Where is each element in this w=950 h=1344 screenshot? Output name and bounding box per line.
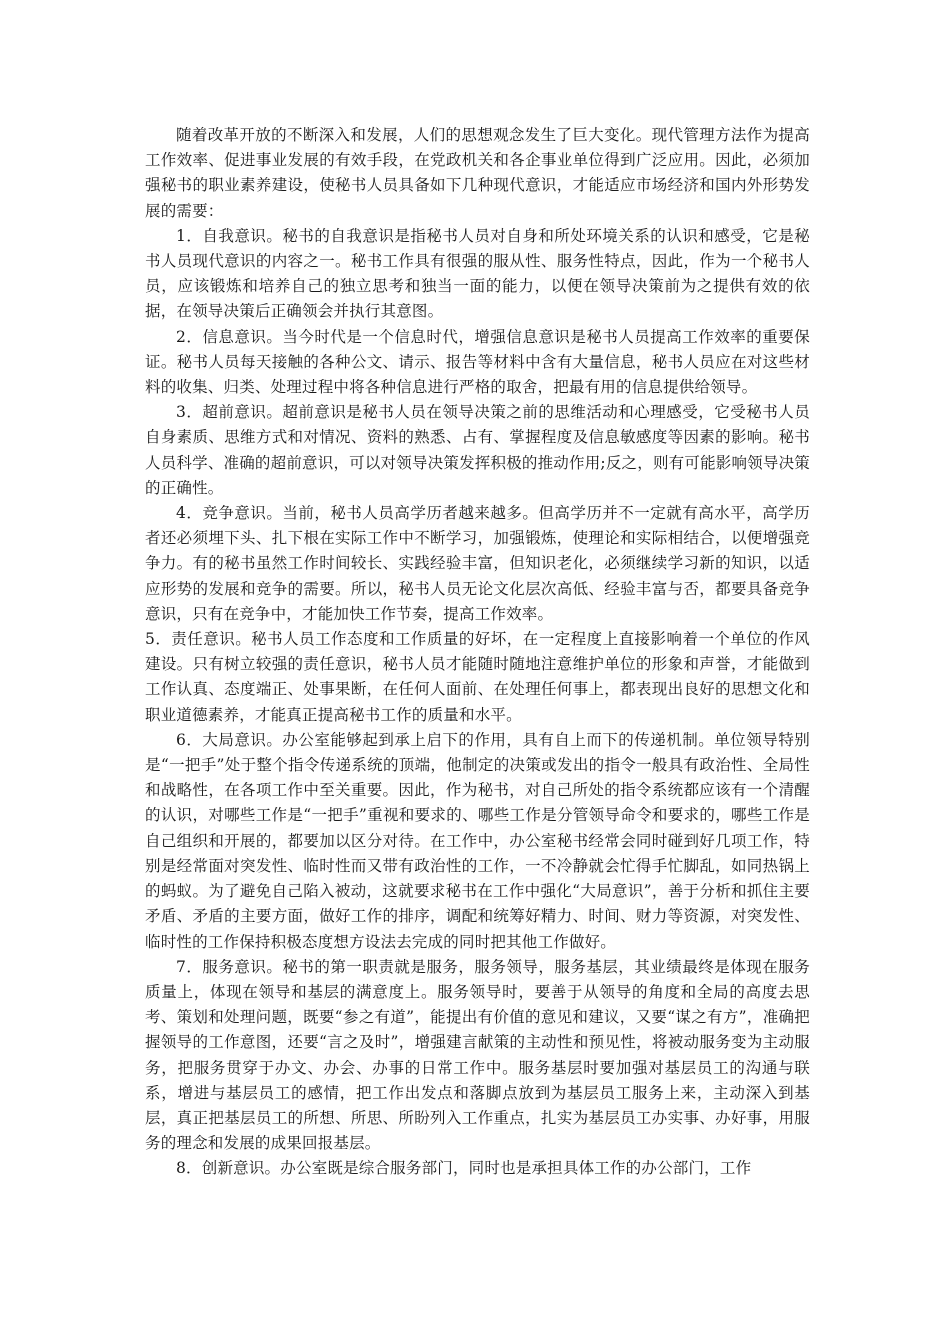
paragraph-service-awareness: 7．服务意识。秘书的第一职责就是服务，服务领导，服务基层，其业绩最终是体现在服务质量上，体现在领导和基层的满意度上。服务领导时，要善于从领导的角度和全局的高度去思考、策划和处理问题，既要“参之有道”，能提出有价值的意见和建议，又要“谋之有方”，准确把握领导的工作意图，还要“言之及时”，增强建言献策的主动性和预见性，将被动服务变为主动服务，把服务贯穿于办文、办会、办事的日常工作中。服务基层时要加强对基层员工的沟通与联系，增进与基层员工的感情，把工作出发点和落脚点放到为基层员工服务上来，主动深入到基层，真正把基层员工的所想、所思、所盼列入工作重点，扎实为基层员工办实事、办好事，用服务的理念和发展的成果回报基层。 xyxy=(145,957,810,1153)
document-body xyxy=(145,123,810,1182)
paragraph-responsibility-awareness: 5．责任意识。秘书人员工作态度和工作质量的好坏，在一定程度上直接影响着一个单位的作风建设。只有树立较强的责任意识，秘书人员才能随时随地注意维护单位的形象和声誉，才能做到工作认真、态度端正、处事果断，在任何人面前、在处理任何事上，都表现出良好的思想文化和职业道德素养，才能真正提高秘书工作的质量和水平。 xyxy=(145,630,810,724)
paragraph-innovation-awareness: 8．创新意识。办公室既是综合服务部门，同时也是承担具体工作的办公部门，工作 xyxy=(176,1159,752,1178)
paragraph-self-awareness: 1．自我意识。秘书的自我意识是指秘书人员对自身和所处环境关系的认识和感受，它是秘书人员现代意识的内容之一。秘书工作具有很强的服从性、服务性特点，因此，作为一个秘书人员，应该锻炼和培养自己的独立思考和独当一面的能力，以便在领导决策前为之提供有效的依据，在领导决策后正确领会并执行其意图。 xyxy=(145,226,810,321)
paragraph-foresight-awareness: 3．超前意识。超前意识是秘书人员在领导决策之前的思维活动和心理感受，它受秘书人员自身素质、思维方式和对情况、资料的熟悉、占有、掌握程度及信息敏感度等因素的影响。秘书人员科学、准确的超前意识，可以对领导决策发挥积极的推动作用;反之，则有可能影响领导决策的正确性。 xyxy=(145,403,810,497)
intro-paragraph: 随着改革开放的不断深入和发展，人们的思想观念发生了巨大变化。现代管理方法作为提高工作效率、促进事业发展的有效手段，在党政机关和各企事业单位得到广泛应用。因此，必须加强秘书的职业素养建设，使秘书人员具备如下几种现代意识，才能适应市场经济和国内外形势发展的需要： xyxy=(145,126,810,220)
paragraph-competition-awareness: 4．竞争意识。当前，秘书人员高学历者越来越多。但高学历并不一定就有高水平，高学历者还必须埋下头、扎下根在实际工作中不断学习，加强锻炼，使理论和实际相结合，以便增强竞争力。有的秘书虽然工作时间较长、实践经验丰富，但知识老化，必须继续学习新的知识，以适应形势的发展和竞争的需要。所以，秘书人员无论文化层次高低、经验丰富与否，都要具备竞争意识，只有在竞争中，才能加快工作节奏，提高工作效率。 xyxy=(145,504,810,623)
paragraph-overall-awareness: 6．大局意识。办公室能够起到承上启下的作用，具有自上而下的传递机制。单位领导特别是“一把手”处于整个指令传递系统的顶端，他制定的决策或发出的指令一般具有政治性、全局性和战略性，在各项工作中至关重要。因此，作为秘书，对自己所处的指令系统都应该有一个清醒的认识，对哪些工作是“一把手”重视和要求的、哪些工作是分管领导命令和要求的，哪些工作是自己组织和开展的，都要加以区分对待。在工作中，办公室秘书经常会同时碰到好几项工作，特别是经常面对突发性、临时性而又带有政治性的工作，一不冷静就会忙得手忙脚乱，如同热锅上的蚂蚁。为了避免自己陷入被动，这就要求秘书在工作中强化“大局意识”，善于分析和抓住主要矛盾、矛盾的主要方面，做好工作的排序，调配和统筹好精力、时间、财力等资源，对突发性、临时性的工作保持积极态度想方设法去完成的同时把其他工作做好。 xyxy=(145,730,810,951)
paragraph-information-awareness: 2．信息意识。当今时代是一个信息时代，增强信息意识是秘书人员提高工作效率的重要保证。秘书人员每天接触的各种公文、请示、报告等材料中含有大量信息，秘书人员应在对这些材料的收集、归类、处理过程中将各种信息进行严格的取舍，把最有用的信息提供给领导。 xyxy=(145,327,810,397)
